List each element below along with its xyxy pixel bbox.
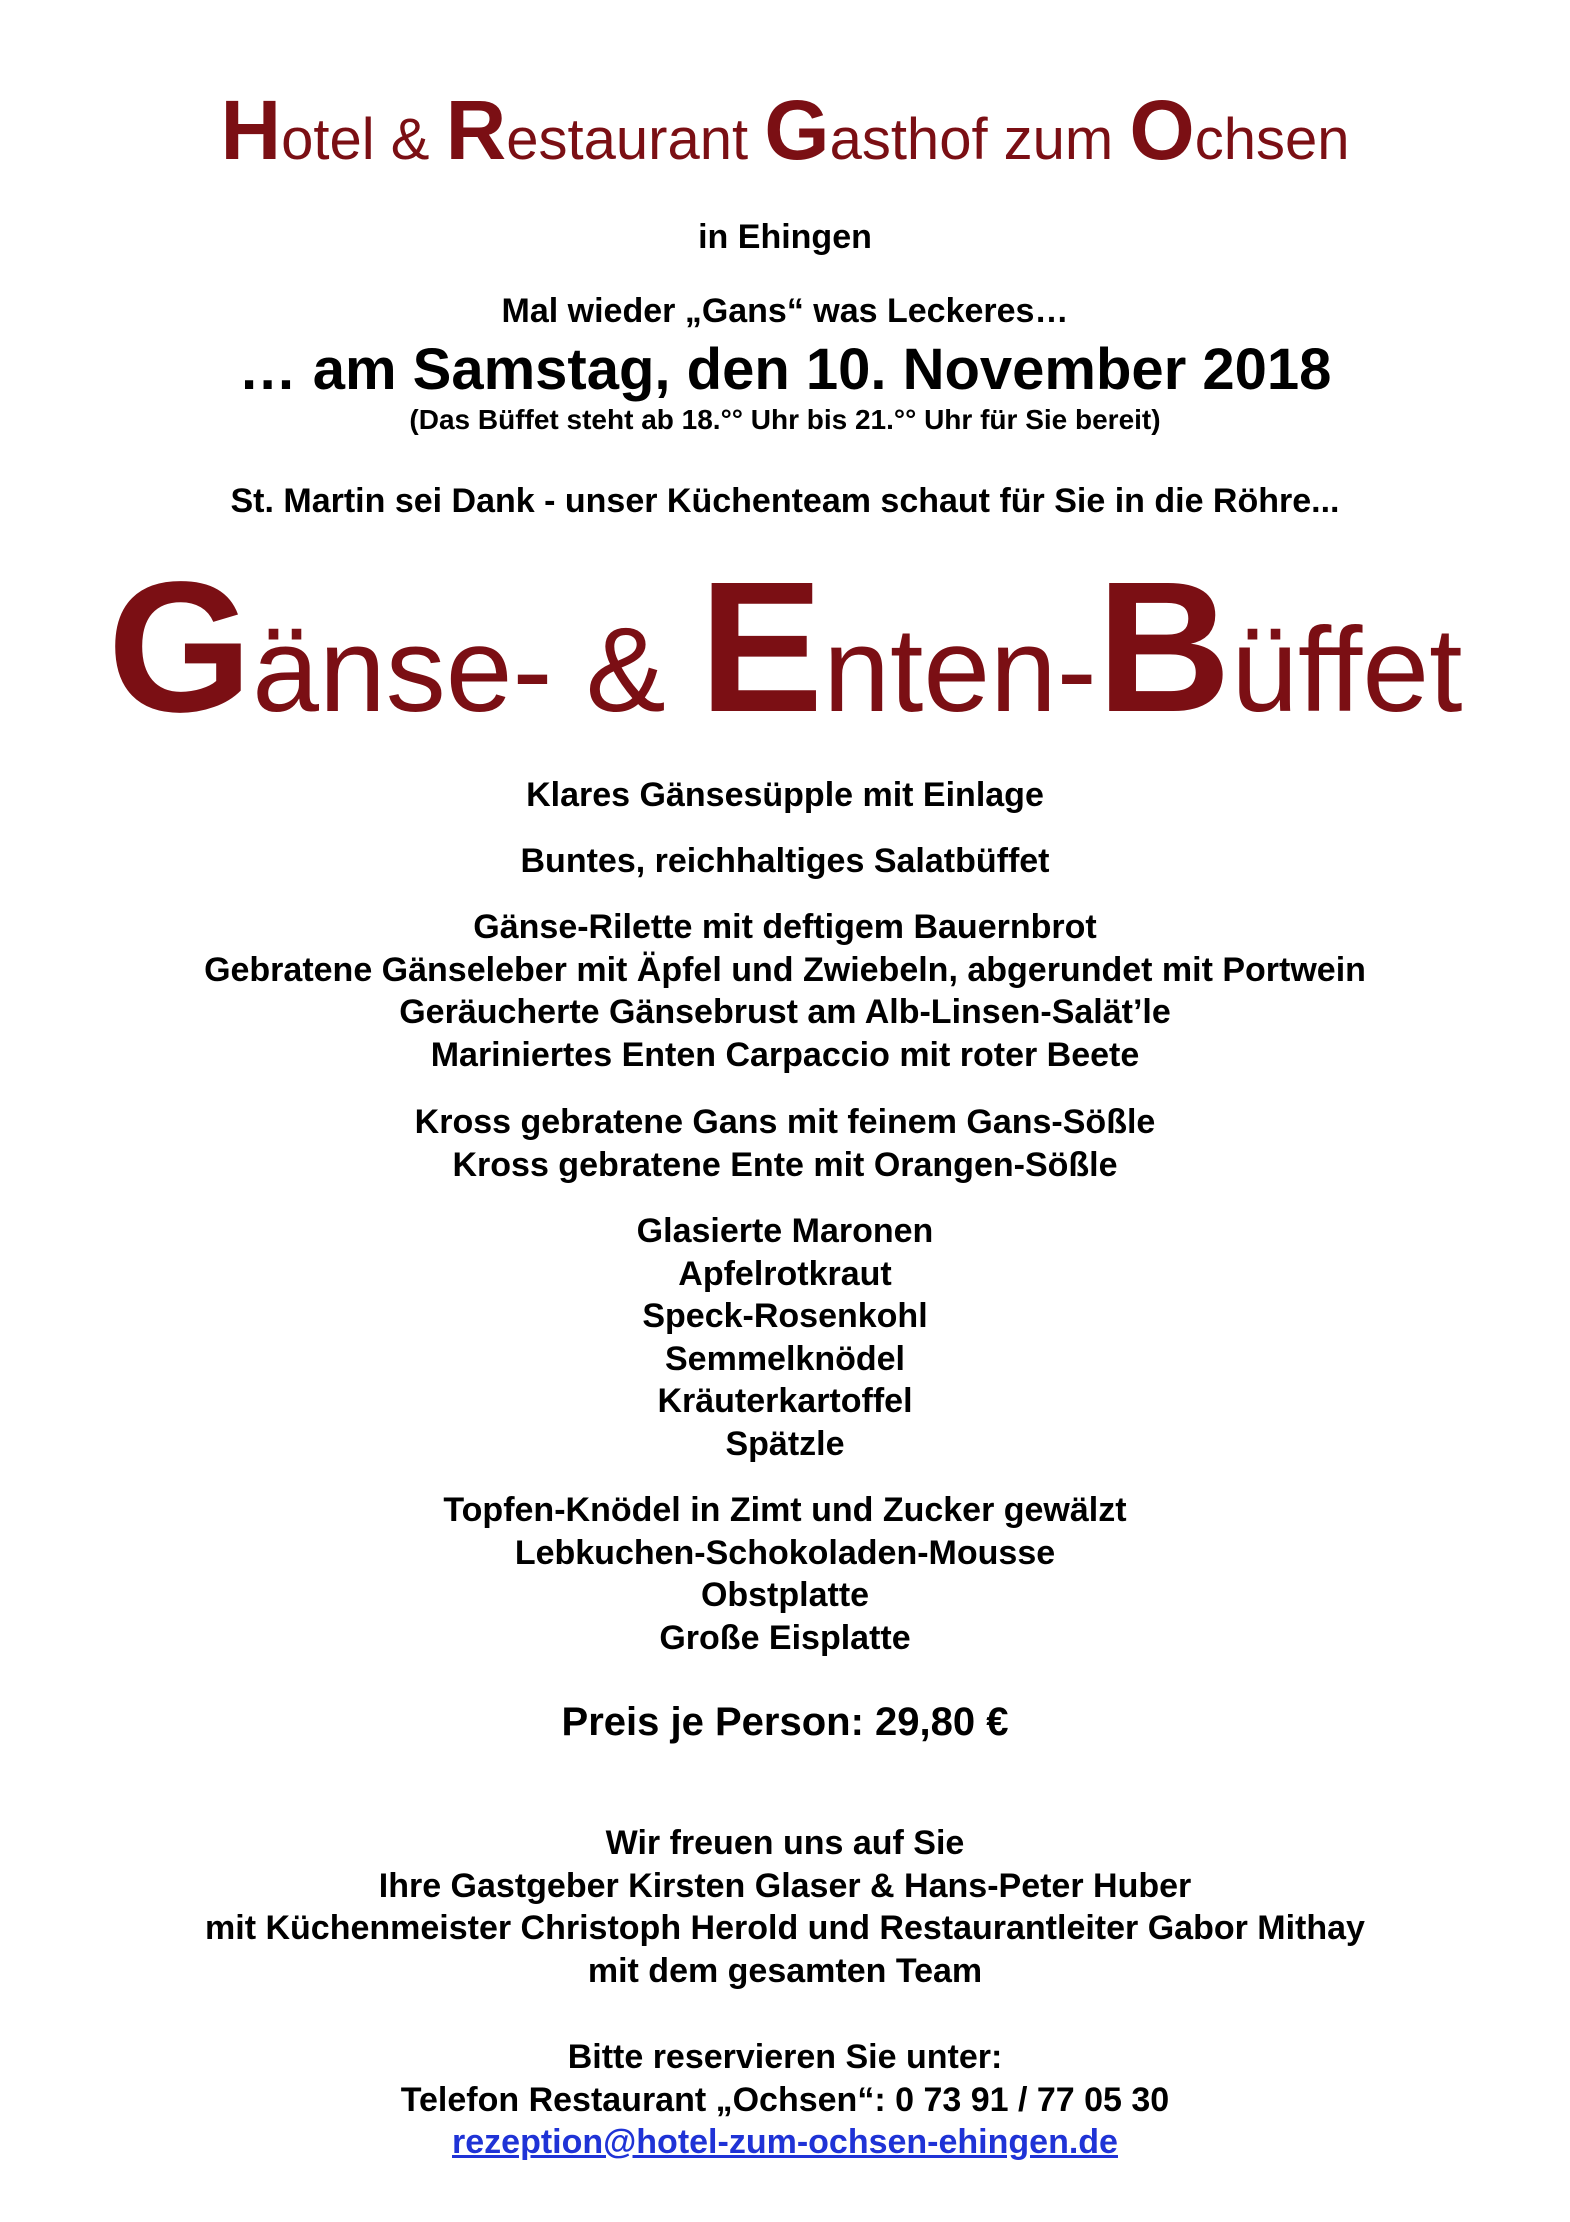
buffet-title [0,538,1570,757]
menu-item: Mariniertes Enten Carpaccio mit roter Beete [430,1035,1140,1074]
reservation-intro: Bitte reservieren Sie unter: [567,2038,1003,2076]
buffet-title-initial: B [1096,544,1232,751]
buffet-title-initial: E [699,544,824,751]
menu-item: Semmelknödel [665,1339,905,1378]
title-segment: chsen [1194,107,1350,172]
menu-sides [0,1210,1570,1465]
buffet-title-segment: üffet [1231,603,1463,737]
reservation-block [0,2036,1570,2164]
tagline: Mal wieder „Gans“ was Leckeres… [501,292,1069,330]
menu-soup [0,774,1570,817]
buffet-times: (Das Büffet steht ab 18.°° Uhr bis 21.°° Uhr für Sie bereit) [409,404,1161,435]
menu-item: Glasierte Maronen [636,1212,934,1250]
menu-item: Kross gebratene Ente mit Orangen-Sößle [452,1145,1118,1184]
closing-line: mit dem gesamten Team [587,1951,983,1990]
menu-item: Apfelrotkraut [678,1254,892,1293]
reservation-phone: Telefon Restaurant „Ochsen“: 0 73 91 / 77 05 30 [400,2080,1170,2119]
title-initial: R [445,83,507,177]
menu-item: Kräuterkartoffel [657,1382,913,1420]
title-initial: O [1129,83,1195,177]
title-initial: H [220,83,282,177]
title-segment: asthof zum [829,107,1130,172]
title-segment: estaurant [506,107,765,172]
closing-line: Ihre Gastgeber Kirsten Glaser & Hans-Peter Huber [378,1866,1192,1905]
hotel-title [0,80,1570,181]
buffet-title-initial: G [107,544,253,751]
menu-item: Klares Gänsesüpple mit Einlage [526,776,1044,814]
menu-item: Kross gebratene Gans mit feinem Gans-Sößle [414,1103,1156,1141]
buffet-title-segment: änse- & [252,603,700,737]
menu-item: Geräucherte Gänsebrust am Alb-Linsen-Salät’le [399,993,1171,1031]
title-initial: G [764,83,830,177]
closing-line: mit Küchenmeister Christoph Herold und Restaurantleiter Gabor Mithay [205,1909,1365,1947]
menu-item: Buntes, reichhaltiges Salatbüffet [520,842,1050,880]
menu-item: Gänse-Rilette mit deftigem Bauernbrot [473,908,1097,946]
menu-salad [0,840,1570,883]
closing-block [0,1822,1570,1992]
title-segment: otel & [281,107,446,172]
menu-item: Topfen-Knödel in Zimt und Zucker gewälzt [443,1491,1127,1529]
menu-desserts [0,1489,1570,1659]
location: in Ehingen [698,218,872,256]
menu-starters [0,906,1570,1076]
menu-item: Lebkuchen-Schokoladen-Mousse [514,1533,1056,1572]
menu-item: Große Eisplatte [659,1618,911,1657]
email-link[interactable]: rezeption@hotel-zum-ochsen-ehingen.de [452,2123,1118,2161]
menu-item: Speck-Rosenkohl [642,1297,928,1335]
buffet-title-segment: nten- [823,603,1097,737]
menu-item: Spätzle [725,1424,845,1463]
event-date: … am Samstag, den 10. November 2018 [238,337,1332,402]
menu-item: Obstplatte [700,1576,870,1614]
price: Preis je Person: 29,80 € [561,1700,1009,1744]
menu-item: Gebratene Gänseleber mit Äpfel und Zwiebeln, abgerundet mit Portwein [204,950,1366,989]
closing-line: Wir freuen uns auf Sie [605,1824,965,1862]
menu-mains [0,1101,1570,1186]
martin-line: St. Martin sei Dank - unser Küchenteam schaut für Sie in die Röhre... [230,482,1340,520]
